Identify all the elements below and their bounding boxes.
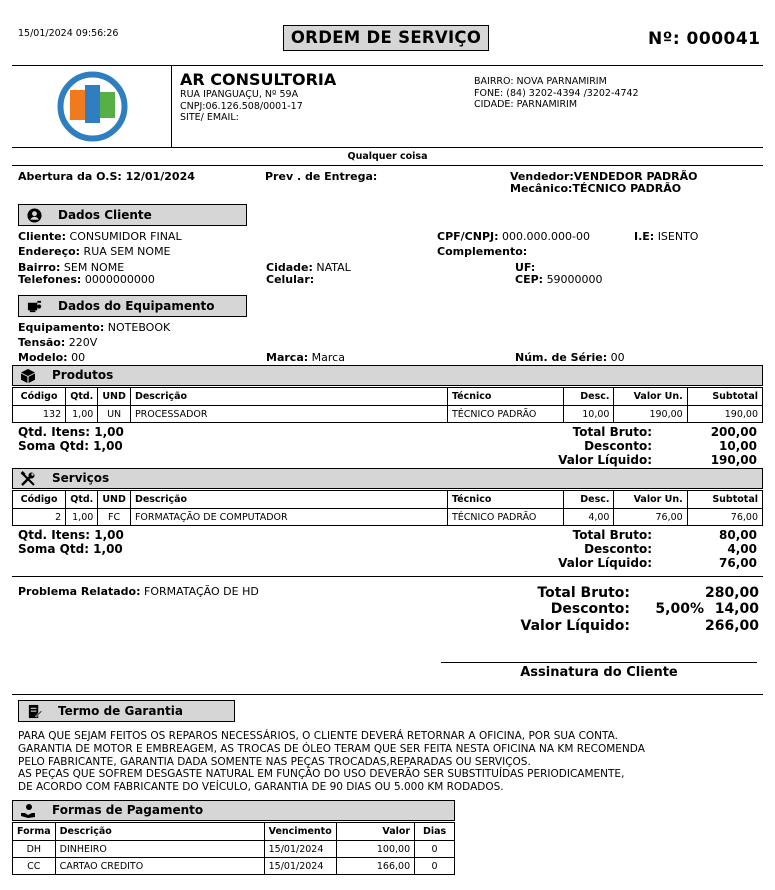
cell-descricao: FORMATAÇÃO DE COMPUTADOR [130,509,447,526]
cell-descricao: CARTAO CREDITO [55,858,264,875]
table-header-row [13,823,455,841]
resumo-total-bruto: 280,00 [704,585,759,601]
col-descricao: Descrição [130,491,447,509]
cell-codigo: 2 [13,509,66,526]
cell-subtotal: 76,00 [687,509,762,526]
section-dados-equipamento [18,295,247,317]
servicos-liquido-label: Valor Líquido: [558,556,652,570]
order-number: Nº: 000041 [648,29,761,49]
cliente-line: Cliente: CONSUMIDOR FINAL [18,230,182,243]
servicos-table [12,490,763,526]
modelo-value: 00 [71,351,86,364]
produtos-table [12,387,763,423]
cell-qtd: 1,00 [66,509,98,526]
uf-label: UF: [515,261,536,274]
company-cidade: CIDADE: PARNAMIRIM [474,99,578,110]
cell-valor: 166,00 [336,858,414,875]
cell-valor: 100,00 [336,841,414,858]
document-edit-icon [27,704,42,719]
assinatura-cliente: Assinatura do Cliente [520,665,678,680]
equipamento-line: Equipamento: NOTEBOOK [18,321,171,334]
endereco-value: RUA SEM NOME [83,245,171,258]
col-und: UND [98,491,131,509]
serie-line: Núm. de Série: 00 [515,351,625,364]
company-bairro: BAIRRO: NOVA PARNAMIRIM [474,76,607,87]
cell-descricao: DINHEIRO [55,841,264,858]
equipment-icon [27,299,42,314]
col-forma: Forma [13,823,56,841]
subtitle: Qualquer coisa [347,151,428,162]
cell-vencimento: 15/01/2024 [264,858,336,875]
servicos-qtd-itens: Qtd. Itens: 1,00 [18,528,124,542]
divider [171,65,172,147]
cliente-value: CONSUMIDOR FINAL [69,230,182,243]
resumo-desconto-pct: 5,00% [655,601,704,617]
endereco-line: Endereço: RUA SEM NOME [18,245,171,258]
col-tecnico: Técnico [447,491,563,509]
company-address-block [180,89,303,124]
company-address: RUA IPANGUAÇU, Nº 59A [180,89,299,100]
ie-line: I.E: ISENTO [634,230,699,243]
produtos-qtd-itens: Qtd. Itens: 1,00 [18,425,124,439]
cell-und: FC [98,509,131,526]
telefones-value: 0000000000 [84,273,155,286]
col-valor-un: Valor Un. [614,388,687,406]
company-site: SITE/ EMAIL: [180,112,239,123]
tensao-line: Tensão: 220V [18,336,98,349]
cell-qtd: 1,00 [66,406,98,423]
marca-line: Marca: Marca [266,351,345,364]
cidade-value: NATAL [316,261,351,274]
produtos-desconto-label: Desconto: [584,439,652,453]
col-desc: Desc. [564,491,614,509]
ie-value: ISENTO [657,230,699,243]
cell-dias: 0 [415,858,455,875]
garantia-text: PARA QUE SEJAM FEITOS OS REPAROS NECESSÁRIOS, O CLIENTE DEVERÁ RETORNAR A OFICINA, POR SUA CONTA. GARANTIA DE MOTOR E EMBREAGEM, AS TROCAS DE ÓLEO TERAM QUE SER FEITA NESTA OFICINA NA KM RECOMENDA PELO FABRICANTE, GARANTIA DADA SOMENTE NAS PEÇAS TROCADAS,REPARADAS OU SERVIÇOS. AS PEÇAS QUE SOFREM DESGASTE NATURAL EM FUNÇÃO DO USO DEVERÃO SER SUBSTITUÍDAS PERIODICAMENTE, DE ACORDO COM FABRICANTE DO VEÍCULO, GARANTIA DE 90 DIAS OU 5.000 KM RODADOS. [18,730,645,794]
produtos-liquido: 190,00 [710,453,757,467]
table-row [13,841,455,858]
prev-entrega: Prev . de Entrega: [265,170,378,183]
equipamento-value: NOTEBOOK [107,321,171,334]
problema-line: Problema Relatado: FORMATAÇÃO DE HD [18,585,259,598]
company-fone: FONE: (84) 3202-4394 /3202-4742 [474,87,639,99]
cell-und: UN [98,406,131,423]
user-icon [27,208,42,223]
section-title: Dados Cliente [58,208,152,222]
cell-forma: CC [13,858,56,875]
company-name: AR CONSULTORIA [180,70,337,89]
cidade-line: Cidade: NATAL [266,261,351,274]
col-qtd: Qtd. [66,388,98,406]
produtos-soma-qtd: Soma Qtd: 1,00 [18,439,123,453]
section-produtos [12,365,763,386]
servicos-soma-qtd: Soma Qtd: 1,00 [18,542,123,556]
col-desc: Desc. [564,388,614,406]
col-tecnico: Técnico [447,388,563,406]
table-header-row [13,491,763,509]
document-title: ORDEM DE SERVIÇO [283,25,489,51]
table-row [13,406,763,423]
col-vencimento: Vencimento [264,823,336,841]
resumo-liquido: 266,00 [704,618,759,634]
modelo-line: Modelo: 00 [18,351,86,364]
complemento-label: Complemento: [437,245,528,258]
cell-desc: 4,00 [564,509,614,526]
divider [12,165,763,166]
col-und: UND [98,388,131,406]
section-title: Dados do Equipamento [58,299,215,313]
col-subtotal: Subtotal [687,491,762,509]
produtos-total-bruto: 200,00 [710,425,757,439]
servicos-desconto: 4,00 [727,542,757,556]
cell-tecnico: TÉCNICO PADRÃO [447,406,563,423]
cell-desc: 10,00 [564,406,614,423]
signature-line [441,662,757,663]
cell-valor-un: 76,00 [614,509,687,526]
celular-label: Celular: [266,273,315,286]
cep-value: 59000000 [546,273,603,286]
cell-forma: DH [13,841,56,858]
section-dados-cliente [18,204,247,226]
tools-icon [20,471,36,487]
cell-tecnico: TÉCNICO PADRÃO [447,509,563,526]
table-header-row [13,388,763,406]
table-row [13,858,455,875]
marca-value: Marca [311,351,345,364]
servicos-total-bruto-label: Total Bruto: [572,528,652,542]
mecanico: Mecânico:TÉCNICO PADRÃO [510,182,682,195]
serie-value: 00 [610,351,625,364]
produtos-total-bruto-label: Total Bruto: [572,425,652,439]
telefones-line: Telefones: 0000000000 [18,273,155,286]
section-formas-pagamento [12,800,455,821]
produtos-liquido-label: Valor Líquido: [558,453,652,467]
resumo-liquido-label: Valor Líquido: [520,618,630,634]
servicos-liquido: 76,00 [719,556,757,570]
col-descricao: Descrição [55,823,264,841]
pagamento-table [12,822,455,875]
col-codigo: Código [13,388,66,406]
company-contact-block [474,76,639,111]
problema-value: FORMATAÇÃO DE HD [144,585,259,598]
cep-line: CEP: 59000000 [515,273,603,286]
payment-hand-icon [20,803,36,819]
produtos-desconto: 10,00 [719,439,757,453]
col-dias: Dias [415,823,455,841]
col-valor: Valor [336,823,414,841]
resumo-total-bruto-label: Total Bruto: [537,585,630,601]
cell-dias: 0 [415,841,455,858]
col-qtd: Qtd. [66,491,98,509]
cell-codigo: 132 [13,406,66,423]
cell-valor-un: 190,00 [614,406,687,423]
cpf-value: 000.000.000-00 [502,230,590,243]
divider [12,65,763,66]
vendedor: Vendedor:VENDEDOR PADRÃO [510,170,698,183]
cell-subtotal: 190,00 [687,406,762,423]
servicos-total-bruto: 80,00 [719,528,757,542]
section-title: Formas de Pagamento [52,803,204,817]
col-subtotal: Subtotal [687,388,762,406]
section-servicos [12,468,763,489]
section-title: Produtos [52,368,114,382]
bairro-value: SEM NOME [63,261,125,274]
table-row [13,509,763,526]
company-logo [56,70,129,143]
section-title: Termo de Garantia [58,704,183,718]
company-cnpj: CNPJ:06.126.508/0001-17 [180,100,303,112]
col-codigo: Código [13,491,66,509]
abertura: Abertura da O.S: 12/01/2024 [18,170,195,183]
section-title: Serviços [52,471,110,485]
resumo-desconto-label: Desconto: [550,601,630,617]
bairro-line: Bairro: SEM NOME [18,261,125,274]
divider [12,694,763,695]
cell-vencimento: 15/01/2024 [264,841,336,858]
section-termo-garantia [18,700,235,722]
divider [12,147,763,148]
tensao-value: 220V [68,336,98,349]
box-icon [20,368,36,384]
col-descricao: Descrição [130,388,447,406]
print-datetime: 15/01/2024 09:56:26 [18,28,119,39]
cpf-line: CPF/CNPJ: 000.000.000-00 [437,230,590,243]
servicos-desconto-label: Desconto: [584,542,652,556]
divider [12,576,763,577]
cell-descricao: PROCESSADOR [130,406,447,423]
col-valor-un: Valor Un. [614,491,687,509]
resumo-desconto: 14,00 [714,601,759,617]
